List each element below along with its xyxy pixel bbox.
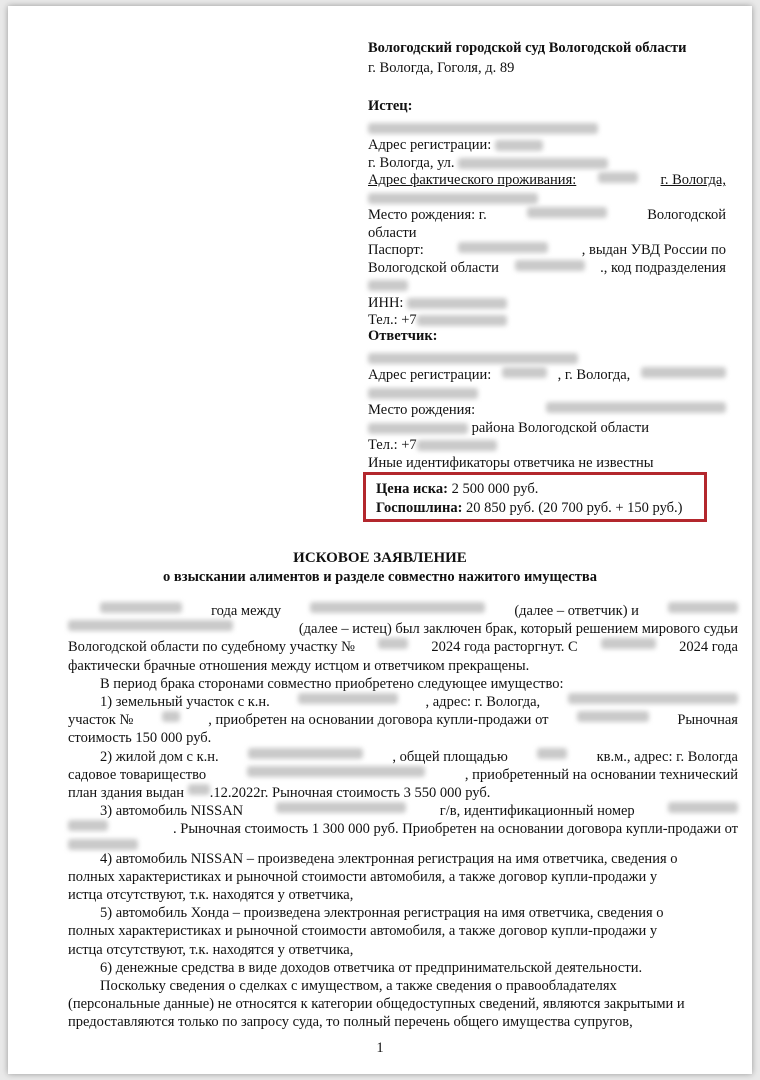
i3-c: . Рыночная стоимость 1 300 000 руб. Приобретен на основании договора купли-продажи от	[173, 821, 738, 838]
i5-b: полных характеристиках и рыночной стоимости автомобиля, а также договор купли-продажи у	[68, 923, 658, 940]
body-line	[68, 766, 738, 784]
defendant-phone-label: Тел.: +7	[368, 437, 417, 453]
price-label: Цена иска:	[376, 481, 448, 497]
body-line	[68, 675, 738, 693]
plaintiff-inn	[368, 295, 726, 313]
body-line	[68, 977, 738, 995]
claim-price	[376, 481, 538, 498]
p1-e: фактически брачные отношения между истцом и ответчиком прекращены.	[68, 657, 530, 674]
defendant-block	[368, 328, 726, 472]
defendant-birth-label: Место рождения:	[368, 402, 476, 418]
p1-d1: Вологодской области по судебному участку №	[68, 639, 355, 656]
defendant-district	[368, 420, 726, 438]
body-line	[68, 922, 738, 940]
i4-b: полных характеристиках и рыночной стоимости автомобиля, а также договор купли-продажи у	[68, 868, 658, 885]
issued-region: Вологодской области	[368, 259, 499, 276]
body-line	[68, 638, 738, 656]
plaintiff-actual-street	[368, 190, 726, 208]
i3-a: 3) автомобиль NISSAN	[100, 803, 244, 820]
i6: 6) денежные средства в виде доходов ответчика от предпринимательской деятельности.	[100, 959, 643, 976]
body-line	[68, 904, 738, 922]
i5-a: 5) автомобиль Хонда – произведена электронная регистрация на имя ответчика, сведения о	[100, 905, 664, 922]
passport-issued: , выдан УВД России по	[581, 242, 726, 258]
defendant-birth	[368, 402, 726, 420]
defendant-district-text: района Вологодской области	[471, 419, 650, 436]
p1-c: (далее – истец) был заключен брак, который решением мирового судьи	[298, 621, 738, 638]
body-line	[68, 620, 738, 638]
defendant-name	[368, 350, 726, 368]
plaintiff-street	[368, 155, 726, 173]
plaintiff-phone-label: Тел.: +7	[368, 312, 417, 328]
p1-d3: 2024 года	[679, 639, 738, 656]
plaintiff-actual-city: г. Вологда,	[660, 172, 726, 188]
p1-d2: 2024 года расторгнут. С	[431, 639, 578, 656]
plaintiff-name	[368, 120, 726, 138]
court-name: Вологодский городской суд Вологодской области	[368, 40, 687, 56]
body-line	[68, 748, 738, 766]
i1-b: , адрес: г. Вологда,	[425, 694, 541, 711]
i2-d: садовое товарищество	[68, 766, 207, 783]
i2-g: .12.2022г. Рыночная стоимость 3 550 000 руб.	[209, 785, 491, 802]
p2: В период брака сторонами совместно приобретено следующее имущество:	[100, 675, 564, 692]
i2-b: , общей площадью	[392, 748, 508, 765]
claim-box	[363, 472, 707, 522]
plaintiff-birth-label: Место рождения: г.	[368, 207, 487, 223]
price-value: 2 500 000 руб.	[447, 481, 539, 497]
body-line	[68, 711, 738, 729]
body-line	[68, 868, 738, 886]
i4-a: 4) автомобиль NISSAN – произведена электронная регистрация на имя ответчика, сведения о	[100, 850, 678, 867]
i1-a: 1) земельный участок с к.н.	[100, 694, 270, 711]
body-line	[68, 657, 738, 675]
claim-duty	[376, 500, 682, 517]
plaintiff-phone	[368, 312, 726, 330]
plaintiff-label: Истец:	[368, 98, 413, 114]
defendant-phone	[368, 437, 726, 455]
plaintiff-birth	[368, 207, 726, 225]
i1-f: стоимость 150 000 руб.	[68, 730, 212, 747]
body-line	[68, 839, 738, 850]
i2-f: план здания выдан	[68, 785, 185, 802]
defendant-street	[368, 385, 726, 403]
plaintiff-reg-label: Адрес регистрации:	[368, 137, 492, 153]
passport-label: Паспорт:	[368, 242, 424, 258]
document-title: ИСКОВОЕ ЗАЯВЛЕНИЕ	[293, 550, 467, 566]
body-line	[68, 941, 738, 959]
i4-c: истца отсутствуют, т.к. находятся у ответчика,	[68, 887, 354, 904]
plaintiff-issued	[368, 260, 726, 278]
i2-e: , приобретенный на основании технический	[464, 766, 738, 783]
body-line	[68, 820, 738, 838]
plaintiff-actual-label: Адрес фактического проживания:	[368, 172, 577, 188]
p3-c: предоставляются только по запросу суда, то полный перечень общего имущества супругов,	[68, 1014, 633, 1031]
i5-c: истца отсутствуют, т.к. находятся у ответчика,	[68, 941, 354, 958]
p3-a: Поскольку сведения о сделках с имуществом, а также сведения о правообладателях	[100, 978, 617, 995]
document-subtitle: о взыскании алиментов и разделе совместно нажитого имущества	[163, 569, 597, 585]
body-line	[68, 602, 738, 620]
body-line	[68, 959, 738, 977]
page-number: 1	[376, 1040, 384, 1056]
i1-e: Рыночная	[677, 712, 738, 729]
body-line	[68, 802, 738, 820]
document-body	[68, 602, 738, 1032]
duty-label: Госпошлина:	[376, 500, 463, 516]
plaintiff-actual	[368, 172, 726, 190]
plaintiff-reg	[368, 137, 726, 155]
plaintiff-birth-end: Вологодской	[647, 207, 726, 223]
i1-d: , приобретен на основании договора купли-продажи от	[208, 712, 549, 729]
document-page	[8, 6, 752, 1074]
duty-value: 20 850 руб. (20 700 руб. + 150 руб.)	[462, 500, 683, 516]
i3-b: г/в, идентификационный номер	[439, 803, 635, 820]
defendant-reg-label: Адрес регистрации:	[368, 367, 492, 383]
court-header	[368, 38, 686, 78]
body-line	[68, 784, 738, 802]
plaintiff-code	[368, 277, 726, 295]
court-address: г. Вологда, Гоголя, д. 89	[368, 60, 515, 76]
plaintiff-block	[368, 98, 726, 330]
p1-b: (далее – ответчик) и	[514, 603, 639, 619]
body-line	[68, 886, 738, 904]
body-line	[68, 1013, 738, 1031]
plaintiff-street-label: г. Вологда, ул.	[368, 154, 455, 171]
defendant-city: , г. Вологда,	[557, 367, 631, 383]
inn-label: ИНН:	[368, 294, 404, 311]
i1-c: участок №	[68, 712, 134, 729]
body-line	[68, 995, 738, 1013]
defendant-identifiers: Иные идентификаторы ответчика не известны	[368, 454, 654, 471]
body-line	[68, 693, 738, 711]
p1-a: года между	[211, 603, 282, 619]
code-label: ., код подразделения	[600, 259, 726, 276]
body-line	[68, 850, 738, 868]
defendant-label: Ответчик:	[368, 328, 438, 344]
plaintiff-passport	[368, 242, 726, 260]
i2-c: кв.м., адрес: г. Вологда	[596, 748, 738, 765]
body-line	[68, 729, 738, 747]
defendant-reg	[368, 367, 726, 385]
plaintiff-region: области	[368, 224, 417, 241]
i2-a: 2) жилой дом с к.н.	[100, 748, 219, 765]
p3-b: (персональные данные) не относятся к категории общедоступных сведений, являются закрытыми и	[68, 996, 685, 1013]
